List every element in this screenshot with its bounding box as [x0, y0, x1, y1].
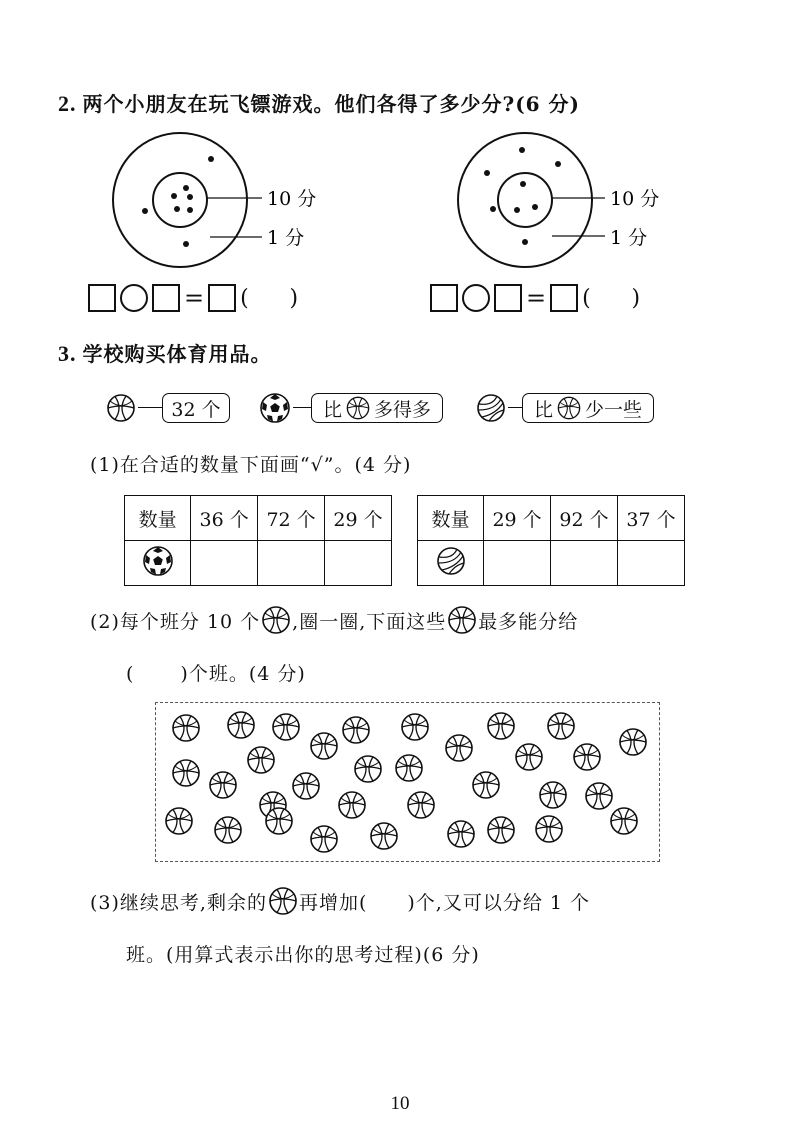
question-2: [58, 88, 580, 117]
check-cell[interactable]: [551, 541, 618, 586]
label-1-point: 1 分: [610, 227, 648, 249]
question-2-text: 两个小朋友在玩飞镖游戏。他们各得了多少分?(6 分): [82, 92, 581, 116]
volleyball-icon: [474, 391, 508, 425]
part-3-line-2: 班。(用算式表示出你的思考过程)(6 分): [126, 944, 480, 966]
basketball-count-tag: [162, 393, 230, 423]
connector-line: [508, 407, 522, 408]
basketball-count: 32 个: [171, 398, 221, 421]
part-2-text: 最多能分给: [478, 610, 579, 633]
paren-open: (: [126, 663, 135, 685]
part-3-text: 再增加(: [298, 891, 368, 914]
connector-line: [138, 407, 162, 408]
table-header: 数量: [418, 496, 484, 541]
paren-open: (: [240, 285, 249, 311]
part-2-text: (2)每个班分 10 个: [90, 610, 261, 633]
question-2-number: 2.: [58, 91, 77, 116]
soccer-ball-icon: [257, 390, 293, 426]
option-cell: 72 个: [258, 496, 325, 541]
volleyball-compare-tag: [522, 393, 654, 423]
answer-box[interactable]: [88, 284, 116, 312]
option-cell: 29 个: [325, 496, 392, 541]
label-10-points: 10 分: [267, 188, 317, 210]
compare-prefix: 比: [322, 398, 342, 421]
paren-close: ): [631, 285, 641, 311]
operator-circle[interactable]: [120, 284, 148, 312]
soccer-ball-icon: [142, 545, 174, 577]
basketball-icon: [104, 391, 138, 425]
dartboard-right: [455, 130, 705, 270]
unit-blank[interactable]: [240, 286, 298, 311]
soccer-ball-cell: [125, 541, 191, 586]
connector-line: [293, 407, 311, 408]
answer-box[interactable]: [152, 284, 180, 312]
part-2-text: ,圈一圈,下面这些: [292, 610, 447, 633]
label-10-points: 10 分: [610, 188, 660, 210]
part-2-instruction: [90, 606, 578, 634]
check-cell[interactable]: [484, 541, 551, 586]
check-cell[interactable]: [258, 541, 325, 586]
part-3-text: (3)继续思考,剩余的: [90, 891, 267, 914]
table-header: 数量: [125, 496, 191, 541]
answer-box[interactable]: [550, 284, 578, 312]
compare-suffix: 多得多: [374, 398, 432, 421]
volleyball-cell: [418, 541, 484, 586]
question-3: [58, 338, 272, 367]
operator-circle[interactable]: [462, 284, 490, 312]
volleyball-icon: [436, 546, 466, 576]
basketball-icon: [557, 396, 581, 420]
soccer-quantity-table: [124, 495, 392, 586]
part-2-line-2[interactable]: [126, 659, 306, 686]
part-1-instruction: (1)在合适的数量下面画“√”。(4 分): [90, 454, 412, 476]
paren-close: ): [289, 285, 299, 311]
compare-prefix: 比: [533, 398, 553, 421]
unit-blank[interactable]: [582, 286, 640, 311]
basketball-icon: [346, 396, 370, 420]
part-3-instruction: [90, 887, 590, 915]
page-number: 10: [390, 1093, 410, 1114]
option-cell: 29 个: [484, 496, 551, 541]
answer-box[interactable]: [208, 284, 236, 312]
answer-box[interactable]: [494, 284, 522, 312]
check-cell[interactable]: [191, 541, 258, 586]
answer-box[interactable]: [430, 284, 458, 312]
volleyball-quantity-table: [417, 495, 685, 586]
equation-right[interactable]: [430, 284, 640, 312]
option-cell: 92 个: [551, 496, 618, 541]
basketball-icon: [269, 887, 297, 915]
label-1-point: 1 分: [267, 227, 305, 249]
part-3-text: )个,又可以分给 1 个: [407, 891, 591, 914]
equals-sign: =: [184, 284, 205, 312]
option-cell: 37 个: [618, 496, 685, 541]
question-3-number: 3.: [58, 341, 77, 366]
basketball-cluster: [156, 703, 661, 863]
option-cell: 36 个: [191, 496, 258, 541]
basketball-icon: [262, 606, 290, 634]
check-cell[interactable]: [325, 541, 392, 586]
question-3-text: 学校购买体育用品。: [82, 342, 272, 366]
basketball-grid[interactable]: [155, 702, 660, 862]
soccer-compare-tag: [311, 393, 443, 423]
basketball-icon: [448, 606, 476, 634]
check-cell[interactable]: [618, 541, 685, 586]
paren-open: (: [582, 285, 591, 311]
dartboard-left: [110, 130, 360, 270]
part-2-text: )个班。(4 分): [180, 663, 306, 685]
equation-left[interactable]: [88, 284, 298, 312]
compare-suffix: 少一些: [585, 398, 643, 421]
equals-sign: =: [526, 284, 547, 312]
